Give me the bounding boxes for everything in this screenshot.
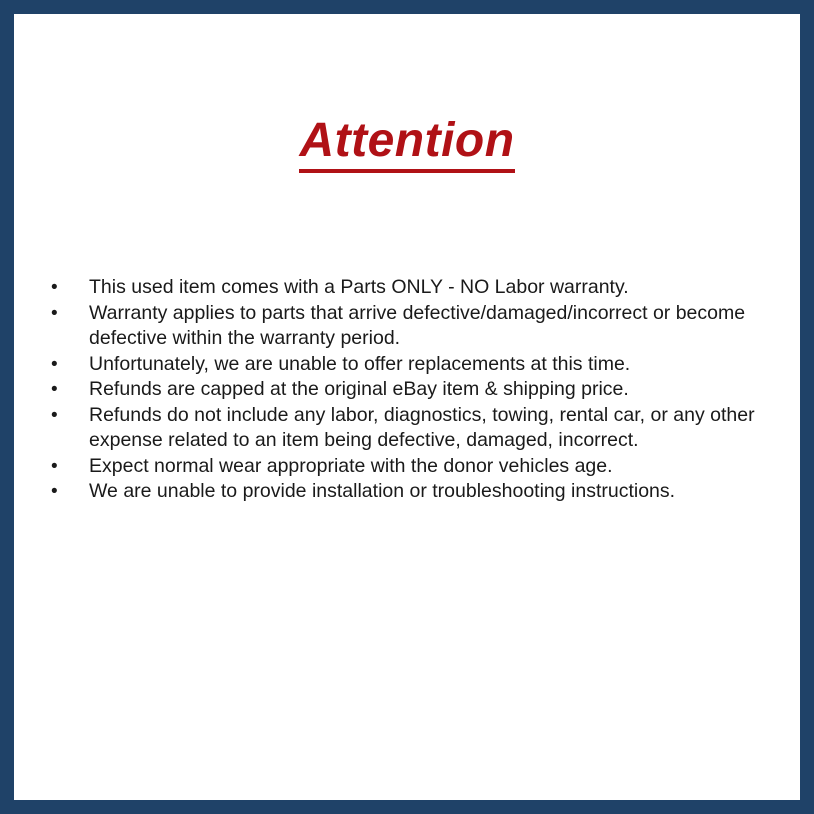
list-item — [41, 301, 779, 352]
list-item — [41, 377, 779, 403]
list-item-text: Expect normal wear appropriate with the donor vehicles age. — [89, 454, 613, 477]
list-item-text: This used item comes with a Parts ONLY - NO Labor warranty. — [89, 276, 629, 298]
list-item — [41, 454, 779, 480]
bullet-icon: • — [51, 353, 58, 375]
bullet-icon: • — [51, 302, 58, 324]
list-item-text: Warranty applies to parts that arrive defective/damaged/incorrect or become defective within the warranty period. — [89, 301, 746, 349]
notice-content — [14, 14, 800, 800]
list-item — [41, 403, 779, 454]
list-item-text: We are unable to provide installation or troubleshooting instructions. — [89, 480, 676, 502]
bullet-icon: • — [51, 455, 58, 477]
list-item-text: Unfortunately, we are unable to offer replacements at this time. — [89, 352, 631, 375]
list-item — [41, 352, 779, 378]
list-item-text: Refunds do not include any labor, diagnostics, towing, rental car, or any other expense related to an item being defective, damaged, incorrect. — [89, 403, 755, 451]
page-title-text: Attention — [299, 117, 514, 173]
bullet-icon: • — [51, 277, 58, 298]
bullet-icon: • — [51, 481, 58, 502]
list-item — [41, 275, 779, 301]
page-title — [35, 114, 779, 173]
bullet-icon: • — [51, 404, 58, 426]
list-item — [41, 479, 779, 505]
bullet-icon: • — [51, 379, 58, 400]
warranty-policy-list — [41, 275, 779, 505]
list-item-text: Refunds are capped at the original eBay item & shipping price. — [89, 378, 629, 400]
